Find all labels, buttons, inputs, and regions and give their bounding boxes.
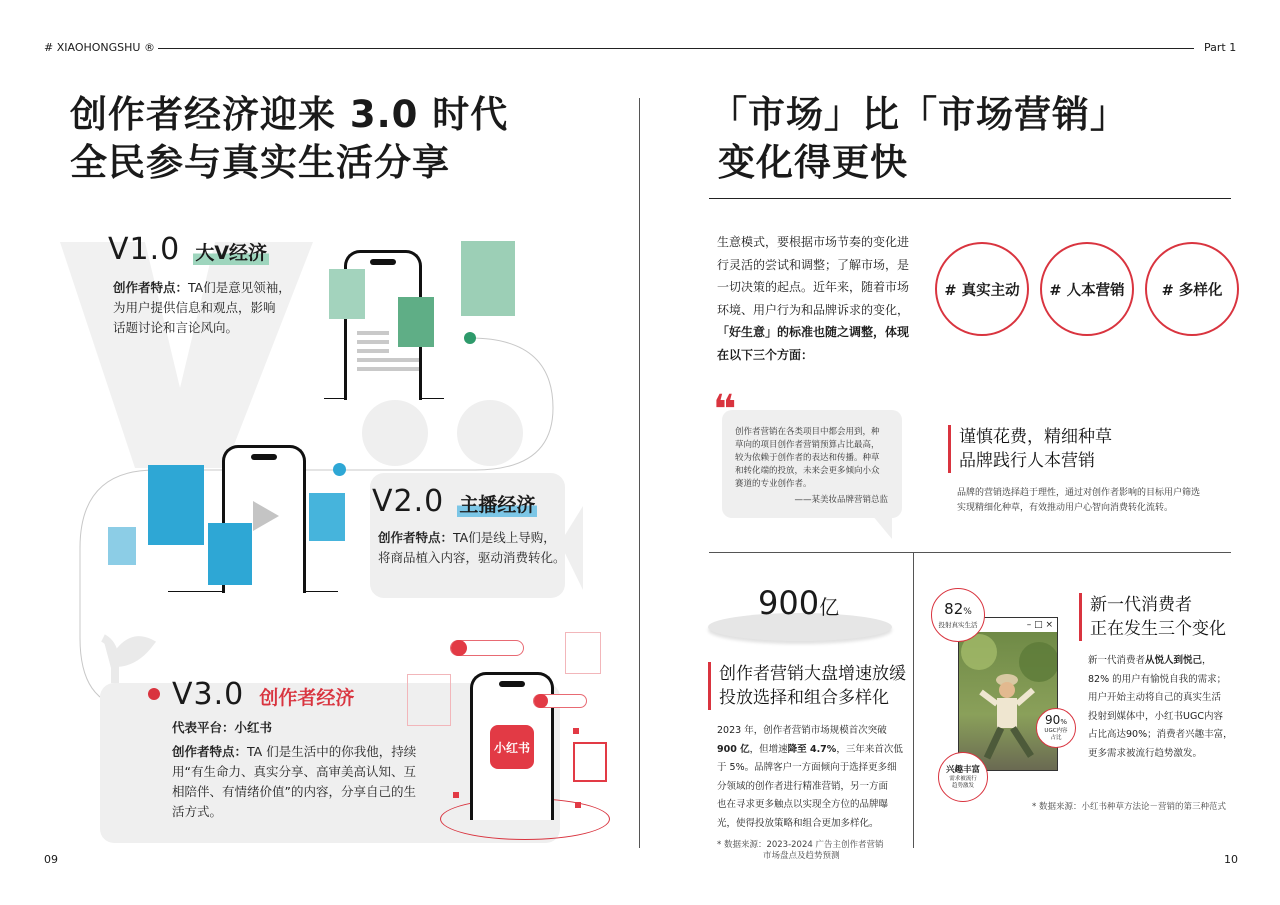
v3-heading (172, 677, 356, 712)
body-rate-bold: 降至 4.7% (787, 743, 837, 755)
section2-heading (708, 662, 906, 710)
s3-line1-pre: 新一代消费者 (1088, 655, 1146, 666)
badge-interests-label1: 需求被流行 (949, 775, 977, 782)
section3-heading (1079, 593, 1226, 641)
timeline-dot-red (148, 688, 160, 700)
v1-heading (108, 232, 269, 267)
v1-label: 大V经济 (193, 238, 269, 265)
v3-desc-line4: 活方式。 (172, 804, 223, 819)
blue-block-1 (148, 465, 204, 545)
badge-90-label1: UGC内容 (1044, 728, 1068, 734)
section1-heading-line2: 品牌践行人本营销 (959, 451, 1095, 471)
image-card-icon (407, 674, 451, 726)
intro-line4: 环境、用户行为和品牌诉求的变化， (717, 302, 910, 317)
section2-body-line6: 光，使得投放策略和组合更加多样化。 (717, 817, 879, 829)
v3-label: 创作者经济 (259, 687, 355, 709)
timeline-dot-blue (333, 463, 346, 476)
v2-heading (372, 484, 537, 519)
tag-real-initiative: # 真实主动 (935, 242, 1029, 336)
v3-description (172, 718, 422, 822)
blue-block-2 (208, 523, 252, 585)
s3-line1-bold: 从悦人到悦己 (1145, 655, 1203, 666)
badge-82-label: 投射真实生活 (938, 621, 978, 629)
v2-desc-label: 创作者特点： (378, 530, 454, 545)
v2-desc-line2: 将商品植入内容，驱动消费转化。 (378, 550, 566, 565)
quote-line5: 赛道的专业创作者。 (735, 479, 812, 489)
v3-platform-value: 小红书 (234, 720, 273, 735)
right-title-line1: 「市场」比「市场营销」 (710, 93, 1128, 136)
v1-description (113, 278, 323, 338)
badge-82-value: 82 (944, 600, 964, 618)
v3-desc-line3: 相陪伴、有情绪价值”的内容，分享自己的生 (172, 784, 416, 799)
section1-body (957, 486, 1227, 516)
section1-heading (948, 425, 1112, 473)
deco-circle-1 (362, 400, 428, 466)
square-dot-2 (453, 792, 459, 798)
section2-footnote-line2: 市场盘点及趋势预测 (763, 851, 840, 861)
v2-phone-illustration (108, 445, 358, 595)
right-intro (717, 231, 922, 366)
green-block-1 (329, 269, 365, 319)
badge-interests-label2: 趋势激发 (951, 782, 974, 789)
section3-body-line6: 更多需求被流行趋势激发。 (1088, 747, 1203, 759)
body-900-bold: 900 亿 (717, 743, 750, 755)
v3-phone-illustration (405, 630, 615, 845)
badge-90-unit: % (1060, 718, 1067, 726)
blue-block-4 (309, 493, 345, 541)
page-number-right: 10 (1224, 853, 1238, 866)
person-photo (959, 632, 1057, 770)
section3-body-line2: 82% 的用户有愉悦自我的需求； (1088, 673, 1227, 685)
window-controls-icon: – □ × (1026, 620, 1053, 630)
stat-900 (758, 584, 839, 622)
part-label: Part 1 (1204, 41, 1237, 54)
section3-heading-line1: 新一代消费者 (1090, 595, 1192, 615)
timeline-dot-green (464, 332, 476, 344)
left-title-line2: 全民参与真实生活分享 (70, 141, 450, 184)
square-dot-3 (575, 802, 581, 808)
intro-line1: 生意模式，要根据市场节奏的变化进 (717, 235, 910, 249)
right-title-line2: 变化得更快 (718, 141, 908, 184)
section1-body-line2: 实现精细化种草，有效推动用户心智向消费转化流转。 (957, 503, 1174, 513)
v3-platform-label: 代表平台： (172, 720, 235, 735)
deco-circle-2 (457, 400, 523, 466)
tag-human-marketing: # 人本营销 (1040, 242, 1134, 336)
section2-heading-line2: 投放选择和组合多样化 (719, 688, 889, 708)
section3-body (1088, 652, 1238, 763)
v3-desc-text: TA 们是生活中的你我他，持续 (247, 744, 417, 759)
play-icon (251, 499, 281, 533)
v1-desc-text: TA们是意见领袖， (188, 280, 291, 295)
quote-line4: 和转化端的投放，未来会更多倾向小众 (735, 466, 880, 476)
section1-heading-line1: 谨慎花费，精细种草 (959, 427, 1112, 447)
v1-desc-label: 创作者特点： (113, 280, 189, 295)
search-bar-icon-2 (533, 694, 587, 708)
badge-90-label2: 占比 (1050, 735, 1062, 741)
left-title-line1: 创作者经济迎来 3.0 时代 (70, 93, 509, 136)
section2-body-line1: 2023 年，创作者营销市场规模首次突破 (717, 725, 887, 736)
right-title-rule (709, 198, 1231, 199)
stat-unit: 亿 (819, 595, 840, 619)
quote-source: ——某美妆品牌营销总监 (794, 495, 888, 505)
blue-block-3 (108, 527, 136, 565)
v3-desc-label: 创作者特点： (172, 744, 248, 759)
section3-body-line3: 用户开始主动将自己的真实生活 (1088, 692, 1222, 703)
badge-interests-title: 兴趣丰富 (945, 764, 980, 775)
right-title (710, 91, 1128, 187)
body-end: ，三年来首次低 (836, 743, 903, 755)
badge-90-value: 90 (1045, 713, 1061, 727)
section2-body-line4: 分领域的创作者进行精准营销，另一方面 (717, 780, 889, 792)
section1-body-line1: 品牌的营销选择趋于理性，通过对创作者影响的目标用户筛选 (957, 488, 1201, 498)
badge-interests (938, 752, 988, 802)
intro-line3: 一切决策的起点。近年来，随着市场 (717, 280, 910, 294)
intro-line2: 行灵活的尝试和调整；了解市场，是 (717, 257, 910, 272)
v1-desc-line3: 话题讨论和言论风向。 (113, 320, 239, 335)
photo-window (958, 617, 1061, 771)
search-bar-icon (450, 640, 524, 656)
badge-90 (1036, 708, 1076, 748)
page-number-left: 09 (44, 853, 58, 866)
header-rule (158, 48, 1194, 49)
brand-header: # XIAOHONGSHU ® (44, 41, 155, 54)
stat-number: 900 (758, 584, 820, 622)
green-block-2 (398, 297, 434, 347)
v2-version: V2.0 (372, 484, 445, 519)
v2-description (378, 528, 618, 568)
section-rule (709, 552, 1231, 553)
badge-82 (931, 588, 985, 642)
sprout-icon (103, 638, 150, 683)
section3-footnote: * 数据来源：小红书种草方法论－营销的第三种范式 (1032, 802, 1226, 812)
quote-mark-icon: ❝ (713, 387, 737, 433)
v3-version: V3.0 (172, 677, 245, 712)
quote-line3: 较为依赖于创作者的表达和传播。种草 (735, 453, 880, 463)
body-mid: ，但增速 (749, 743, 788, 755)
left-title (70, 91, 508, 187)
intro-line6: 在以下三个方面： (717, 347, 814, 362)
intro-line5: 「好生意」的标准也随之调整，体现 (717, 325, 910, 339)
image-card-icon-3 (573, 742, 607, 782)
s3-line1-end: ， (1202, 655, 1212, 666)
section2-footnote-line1: * 数据来源：2023-2024 广告主创作者营销 (717, 840, 884, 850)
v1-phone-illustration (322, 238, 522, 398)
section3-body-line4: 投射到媒体中，小红书UGC内容 (1088, 710, 1223, 722)
badge-82-unit: % (963, 607, 972, 617)
xiaohongshu-app-icon: 小红书 (490, 725, 534, 769)
quote-line1: 创作者营销在各类项目中都会用到，种 (735, 427, 880, 437)
quote-bubble-tail (870, 515, 895, 541)
v1-version: V1.0 (108, 232, 181, 267)
v2-label: 主播经济 (457, 490, 537, 517)
v1-desc-line2: 为用户提供信息和观点，影响 (113, 300, 276, 315)
section2-body-line5: 也在寻求更多触点以实现全方位的品牌曝 (717, 799, 889, 810)
section3-body-line5: 占比高达90%；消费者兴趣丰富， (1088, 729, 1233, 740)
section3-heading-line2: 正在发生三个变化 (1090, 619, 1226, 639)
square-dot (573, 728, 579, 734)
green-block-3 (461, 241, 515, 316)
tag-diversity: # 多样化 (1145, 242, 1239, 336)
section2-body (717, 722, 917, 833)
quote-line2: 草向的项目创作者营销预算占比最高， (735, 440, 880, 450)
image-card-icon-2 (565, 632, 601, 674)
v-watermark-shape (60, 242, 313, 468)
v2-desc-text: TA们是线上导购， (453, 530, 556, 545)
v3-desc-line2: 用“有生命力、真实分享、高审美高认知、互 (172, 764, 416, 779)
quote-text (735, 426, 900, 507)
section2-heading-line1: 创作者营销大盘增速放缓 (719, 664, 906, 684)
section2-footnote (717, 840, 884, 862)
section2-body-line3: 于 5%。品牌客户一方面倾向于选择更多细 (717, 762, 897, 773)
